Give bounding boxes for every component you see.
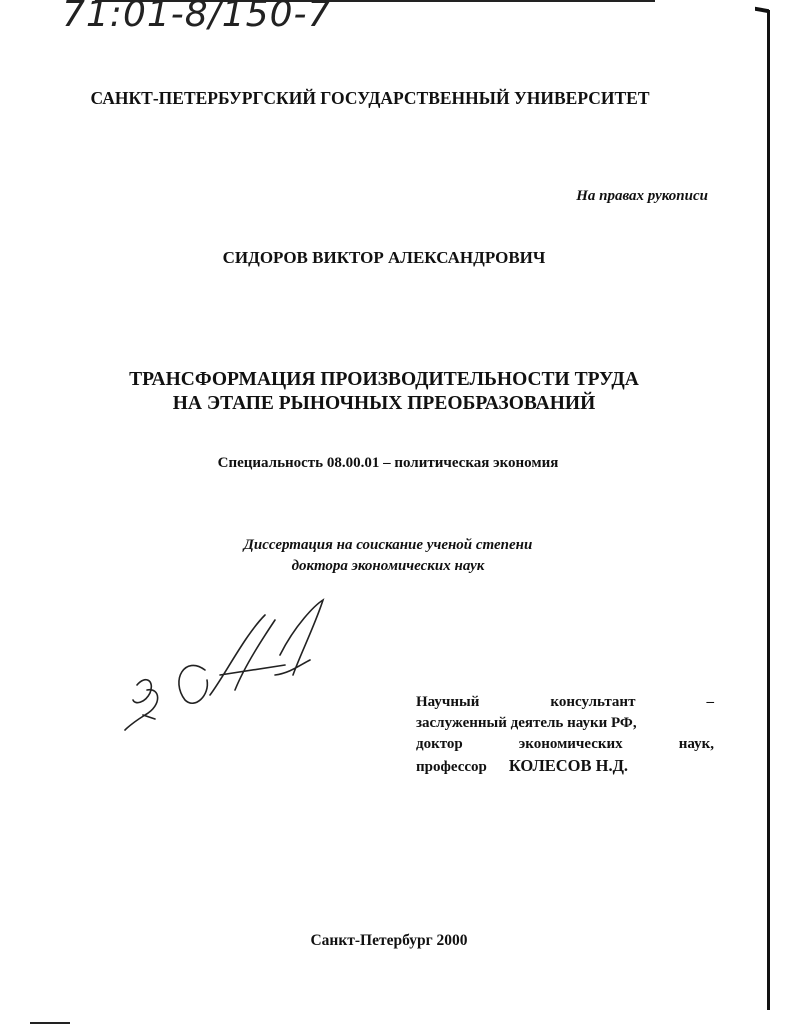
scan-bottom-mark <box>30 1022 70 1024</box>
consultant-name: КОЛЕСОВ Н.Д. <box>508 756 629 775</box>
author-name: СИДОРОВ ВИКТОР АЛЕКСАНДРОВИЧ <box>222 248 546 267</box>
consultant-degree-3: наук, <box>678 736 714 752</box>
scientific-consultant <box>416 692 714 778</box>
scan-corner-mark <box>755 7 769 13</box>
degree-line-2: доктора экономических наук <box>291 558 485 574</box>
scan-right-edge <box>767 10 770 1010</box>
title-line-2: НА ЭТАПЕ РЫНОЧНЫХ ПРЕОБРАЗОВАНИЙ <box>172 393 596 414</box>
handwritten-signature <box>115 595 345 740</box>
consultant-label: Научный <box>416 694 480 710</box>
degree-line-1: Диссертация на соискание ученой степени <box>243 537 533 553</box>
title-line-1: ТРАНСФОРМАЦИЯ ПРОИЗВОДИТЕЛЬНОСТИ ТРУДА <box>129 369 639 390</box>
consultant-rank: профессор <box>416 759 487 775</box>
handwritten-shelf-mark: 71:01-8/150-7 <box>62 0 332 35</box>
dissertation-title <box>0 368 768 416</box>
dash: – <box>706 694 714 710</box>
consultant-label-2: консультант <box>550 694 636 710</box>
consultant-degree-2: экономических <box>518 736 623 752</box>
degree-statement <box>0 535 776 577</box>
city-year: Санкт-Петербург 2000 <box>310 932 468 949</box>
rights-note: На правах рукописи <box>576 188 708 204</box>
university-name: САНКТ-ПЕТЕРБУРГСКИЙ ГОСУДАРСТВЕННЫЙ УНИВЕРСИТЕТ <box>90 88 650 108</box>
specialty: Специальность 08.00.01 – политическая экономия <box>217 455 559 471</box>
consultant-degree-1: доктор <box>416 736 463 752</box>
consultant-honor: заслуженный деятель науки РФ, <box>416 715 637 731</box>
